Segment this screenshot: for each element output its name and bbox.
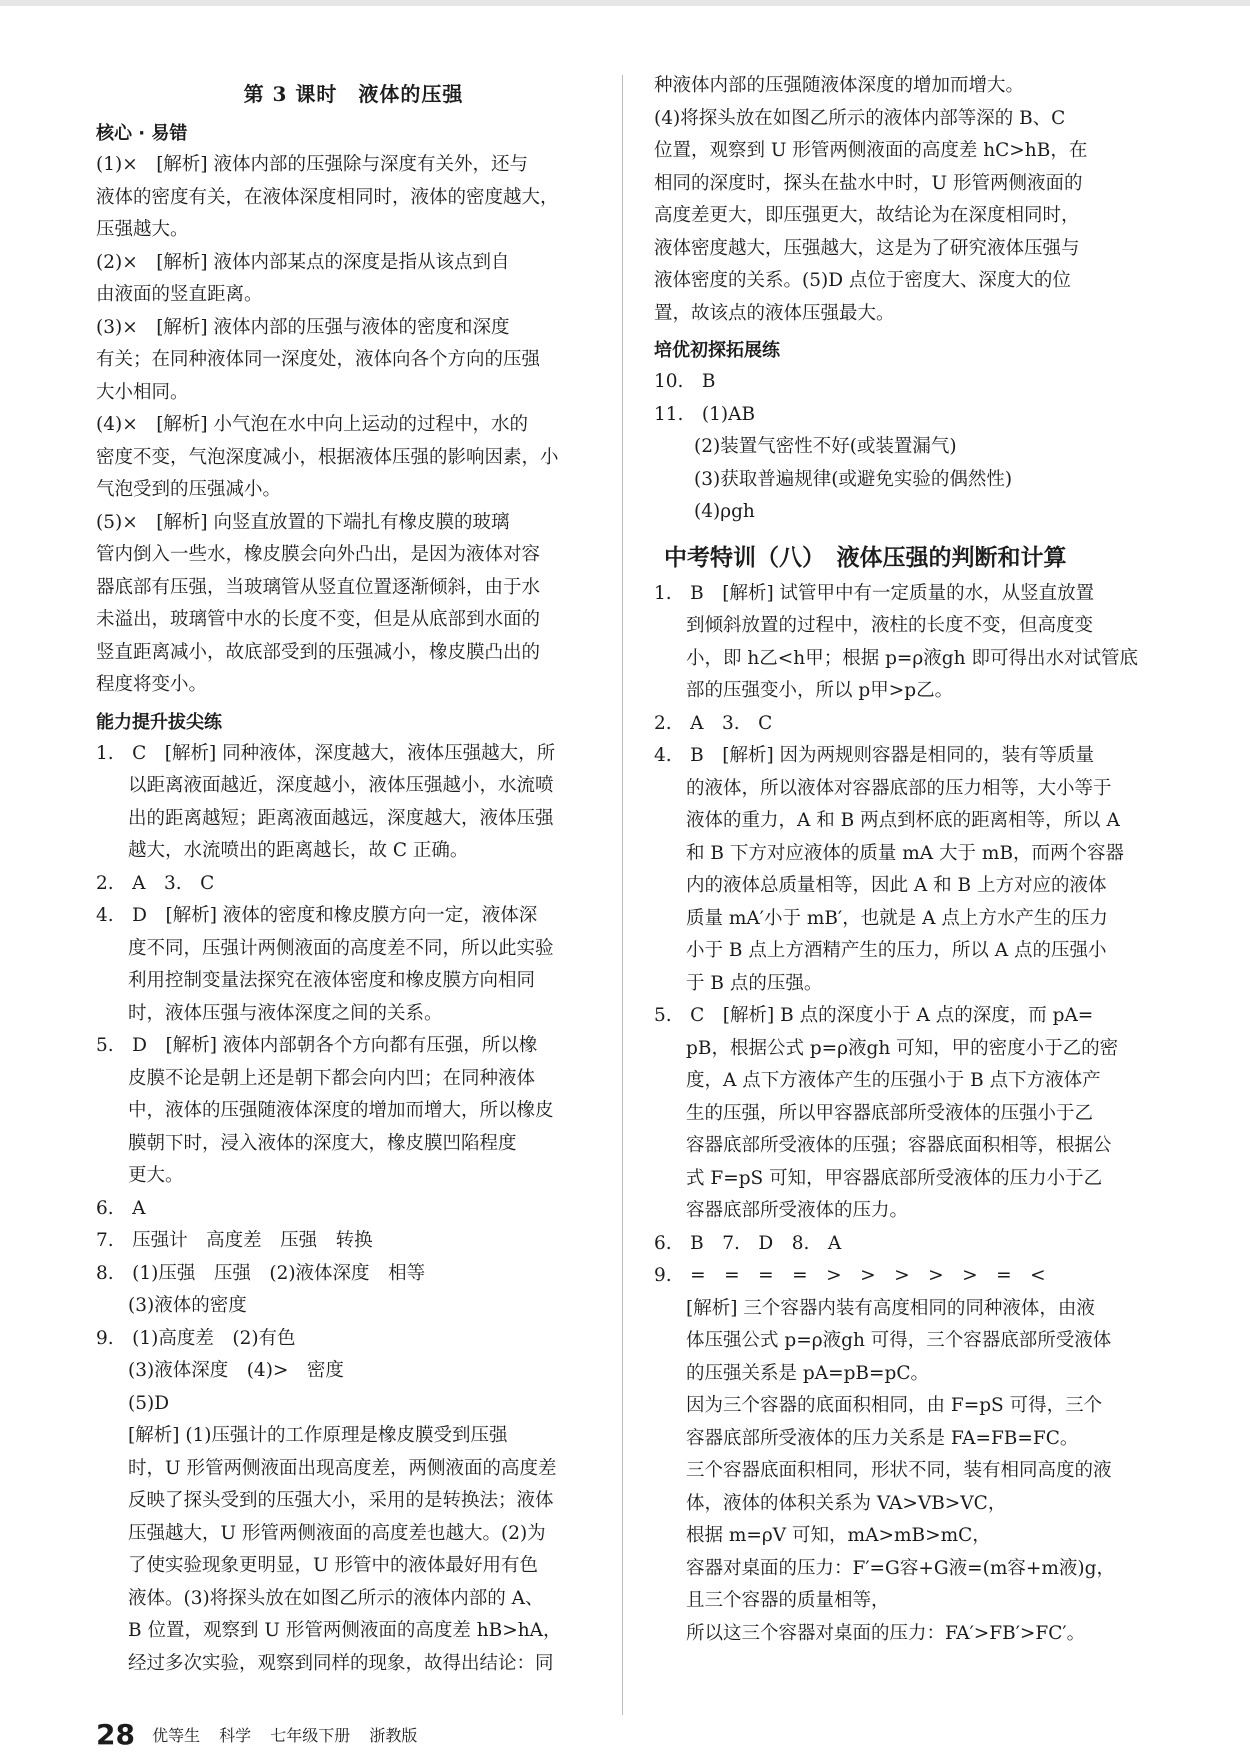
text-line: (5)D bbox=[128, 1392, 170, 1414]
text-line: 以距离液面越近，深度越小，液体压强越小，水流喷 bbox=[128, 775, 554, 796]
text-line: (4)将探头放在如图乙所示的液体内部等深的 B、C bbox=[654, 107, 1066, 129]
grade-label: 七年级下册 bbox=[270, 1726, 351, 1745]
lesson-title: 第 3 课时 液体的压强 bbox=[243, 82, 464, 106]
text-line: 未溢出，玻璃管中水的长度不变，但是从底部到水面的 bbox=[96, 609, 541, 630]
text-line: 位置，观察到 U 形管两侧液面的高度差 hC>hB，在 bbox=[654, 140, 1088, 161]
column-divider bbox=[622, 75, 623, 1715]
text-line: 6. A bbox=[96, 1197, 146, 1219]
text-line: 于 B 点的压强。 bbox=[686, 972, 823, 994]
text-line: 出的距离越短；距离液面越远，深度越大，液体压强 bbox=[128, 807, 554, 829]
text-line: 气泡受到的压强减小。 bbox=[96, 479, 282, 500]
text-line: 6. B 7. D 8. A bbox=[654, 1232, 842, 1254]
page-footer bbox=[96, 1718, 431, 1751]
text-line: 容器底部所受液体的压力。 bbox=[686, 1200, 909, 1221]
text-line: 度不同，压强计两侧液面的高度差不同，所以此实验 bbox=[128, 937, 554, 959]
text-line: 9. (1)高度差 (2)有色 bbox=[96, 1327, 296, 1349]
text-line: 时，U 形管两侧液面出现高度差，两侧液面的高度差 bbox=[128, 1457, 557, 1479]
text-line: 竖直距离减小，故底部受到的压强减小，橡皮膜凸出的 bbox=[96, 641, 541, 663]
text-line: 中，液体的压强随液体深度的增加而增大，所以橡皮 bbox=[128, 1100, 554, 1121]
text-line: 体，液体的体积关系为 VA>VB>VC， bbox=[686, 1492, 1007, 1514]
text-line: 根据 m=ρV 可知，mA>mB>mC， bbox=[686, 1525, 991, 1546]
text-line: 大小相同。 bbox=[96, 381, 189, 403]
text-line: B 位置，观察到 U 形管两侧液面的高度差 hB>hA， bbox=[128, 1620, 562, 1641]
text-line: 8. (1)压强 压强 (2)液体深度 相等 bbox=[96, 1262, 426, 1284]
text-line: 和 B 下方对应液体的质量 mA 大于 mB，而两个容器 bbox=[686, 842, 1125, 864]
text-line: (3)液体深度 (4)> 密度 bbox=[128, 1360, 344, 1381]
text-line: 越大，水流喷出的距离越长，故 C 正确。 bbox=[128, 840, 469, 861]
text-line: 小，即 h乙<h甲；根据 p=ρ液gh 即可得出水对试管底 bbox=[686, 647, 1138, 669]
text-line: (3)液体的密度 bbox=[128, 1295, 247, 1316]
text-line: (1)× [解析] 液体内部的压强除与深度有关外，还与 bbox=[96, 154, 529, 175]
text-line: 体压强公式 p=ρ液gh 可得，三个容器底部所受液体 bbox=[686, 1330, 1112, 1351]
text-line: 相同的深度时，探头在盐水中时，U 形管两侧液面的 bbox=[654, 172, 1083, 194]
text-line: 容器底部所受液体的压力关系是 FA=FB=FC。 bbox=[686, 1427, 1079, 1449]
text-line: 10. B bbox=[654, 371, 716, 392]
text-line: 有关；在同种液体同一深度处，液体向各个方向的压强 bbox=[96, 349, 541, 370]
text-line: 5. D [解析] 液体内部朝各个方向都有压强，所以橡 bbox=[96, 1035, 538, 1056]
text-line: 质量 mA′小于 mB′，也就是 A 点上方水产生的压力 bbox=[686, 907, 1108, 929]
text-line: 液体。(3)将探头放在如图乙所示的液体内部的 A、 bbox=[128, 1587, 544, 1609]
text-line: 由液面的竖直距离。 bbox=[96, 284, 263, 305]
text-line: (2)× [解析] 液体内部某点的深度是指从该点到自 bbox=[96, 251, 510, 273]
text-line: 种液体内部的压强随液体深度的增加而增大。 bbox=[654, 75, 1025, 96]
text-line: 液体密度的关系。(5)D 点位于密度大、深度大的位 bbox=[654, 270, 1071, 291]
text-line: 程度将变小。 bbox=[96, 674, 208, 695]
text-line: (4)ρgh bbox=[694, 501, 755, 522]
text-line: 2. A 3. C bbox=[654, 712, 773, 734]
text-line: 压强越大，U 形管两侧液面的高度差也越大。(2)为 bbox=[128, 1522, 546, 1544]
text-line: [解析] 三个容器内装有高度相同的同种液体，由液 bbox=[686, 1297, 1095, 1319]
text-line: (4)× [解析] 小气泡在水中向上运动的过程中，水的 bbox=[96, 414, 529, 435]
section-heading: 培优初探拓展练 bbox=[654, 340, 780, 361]
text-line: 液体的重力，A 和 B 两点到杯底的距离相等，所以 A bbox=[686, 810, 1120, 831]
text-line: pB，根据公式 p=ρ液gh 可知，甲的密度小于乙的密 bbox=[686, 1037, 1119, 1059]
text-line: 压强越大。 bbox=[96, 219, 189, 240]
text-line: 更大。 bbox=[128, 1165, 184, 1186]
text-line: 高度差更大，即压强更大，故结论为在深度相同时， bbox=[654, 205, 1080, 226]
text-line: 液体密度越大，压强越大，这是为了研究液体压强与 bbox=[654, 237, 1080, 259]
text-line: 部的压强变小，所以 p甲>p乙。 bbox=[686, 680, 954, 701]
text-line: 因为三个容器的底面积相同，由 F=pS 可得，三个 bbox=[686, 1395, 1103, 1416]
text-line: (3)× [解析] 液体内部的压强与液体的密度和深度 bbox=[96, 316, 510, 338]
section-heading: 能力提升拔尖练 bbox=[96, 711, 222, 733]
text-line: 1. C [解析] 同种液体，深度越大，液体压强越大，所 bbox=[96, 742, 556, 764]
left-body bbox=[96, 119, 611, 1680]
text-line: 管内倒入一些水，橡皮膜会向外凸出，是因为液体对容 bbox=[96, 544, 541, 565]
left-column bbox=[96, 70, 611, 1680]
text-line: 皮膜不论是朝上还是朝下都会向内凹；在同种液体 bbox=[128, 1067, 536, 1089]
text-line: 度，A 点下方液体产生的压强小于 B 点下方液体产 bbox=[686, 1070, 1101, 1091]
text-line: 生的压强，所以甲容器底部所受液体的压强小于乙 bbox=[686, 1102, 1094, 1124]
text-line: 式 F=pS 可知，甲容器底部所受液体的压力小于乙 bbox=[686, 1167, 1103, 1189]
text-line: 反映了探头受到的压强大小，采用的是转换法；液体 bbox=[128, 1490, 554, 1511]
text-line: 利用控制变量法探究在液体密度和橡皮膜方向相同 bbox=[128, 970, 536, 991]
text-line: 三个容器底面积相同，形状不同，装有相同高度的液 bbox=[686, 1460, 1112, 1481]
text-line: 膜朝下时，浸入液体的深度大，橡皮膜凹陷程度 bbox=[128, 1132, 517, 1154]
text-line: (3)获取普遍规律(或避免实验的偶然性) bbox=[694, 468, 1013, 490]
text-line: 容器对桌面的压力：F′=G容+G液=(m容+m液)g， bbox=[686, 1557, 1115, 1579]
text-line: 4. D [解析] 液体的密度和橡皮膜方向一定，液体深 bbox=[96, 905, 538, 926]
text-line: 到倾斜放置的过程中，液柱的长度不变，但高度变 bbox=[686, 615, 1094, 636]
text-line: 所以这三个容器对桌面的压力：FA′>FB′>FC′。 bbox=[686, 1622, 1086, 1644]
text-line: 且三个容器的质量相等， bbox=[686, 1590, 890, 1611]
text-line: 5. C [解析] B 点的深度小于 A 点的深度，而 pA= bbox=[654, 1005, 1094, 1026]
text-line: 了使实验现象更明显，U 形管中的液体最好用有色 bbox=[128, 1555, 538, 1576]
text-line: 容器底部所受液体的压强；容器底面积相等，根据公 bbox=[686, 1135, 1112, 1156]
text-line: 置，故该点的液体压强最大。 bbox=[654, 302, 895, 324]
text-line: 9. = = = = > > > > > = < bbox=[654, 1265, 1046, 1286]
text-line: 4. B [解析] 因为两规则容器是相同的，装有等质量 bbox=[654, 745, 1095, 766]
subject-name: 科学 bbox=[219, 1726, 252, 1745]
text-line: 器底部有压强，当玻璃管从竖直位置逐渐倾斜，由于水 bbox=[96, 576, 541, 598]
text-line: 的压强关系是 pA=pB=pC。 bbox=[686, 1362, 930, 1384]
top-border bbox=[0, 0, 1250, 6]
right-column bbox=[654, 70, 1250, 1650]
text-line: 2. A 3. C bbox=[96, 872, 215, 894]
brand-name: 优等生 bbox=[152, 1726, 201, 1745]
text-line: 的液体，所以液体对容器底部的压力相等，大小等于 bbox=[686, 777, 1112, 799]
text-line: (2)装置气密性不好(或装置漏气) bbox=[694, 436, 957, 457]
section-heading: 核心 · 易错 bbox=[96, 123, 188, 144]
text-line: (5)× [解析] 向竖直放置的下端扎有橡皮膜的玻璃 bbox=[96, 511, 510, 533]
right-body bbox=[654, 70, 1250, 1650]
text-line: 小于 B 点上方酒精产生的压力，所以 A 点的压强小 bbox=[686, 940, 1107, 961]
text-line: 11. (1)AB bbox=[654, 403, 756, 425]
text-line: 密度不变，气泡深度减小，根据液体压强的影响因素，小 bbox=[96, 446, 559, 468]
edition-label: 浙教版 bbox=[369, 1726, 418, 1745]
text-line: 液体的密度有关，在液体深度相同时，液体的密度越大， bbox=[96, 186, 559, 208]
text-line: 7. 压强计 高度差 压强 转换 bbox=[96, 1230, 373, 1251]
page-number: 28 bbox=[96, 1718, 135, 1751]
section-heading: 中考特训（八） 液体压强的判断和计算 bbox=[664, 544, 1067, 571]
text-line: 经过多次实验，观察到同样的现象，故得出结论：同 bbox=[128, 1652, 554, 1674]
text-line: 时，液体压强与液体深度之间的关系。 bbox=[128, 1002, 443, 1024]
text-line: 内的液体总质量相等，因此 A 和 B 上方对应的液体 bbox=[686, 875, 1107, 896]
text-line: [解析] (1)压强计的工作原理是橡皮膜受到压强 bbox=[128, 1425, 508, 1446]
text-line: 1. B [解析] 试管甲中有一定质量的水，从竖直放置 bbox=[654, 582, 1095, 604]
